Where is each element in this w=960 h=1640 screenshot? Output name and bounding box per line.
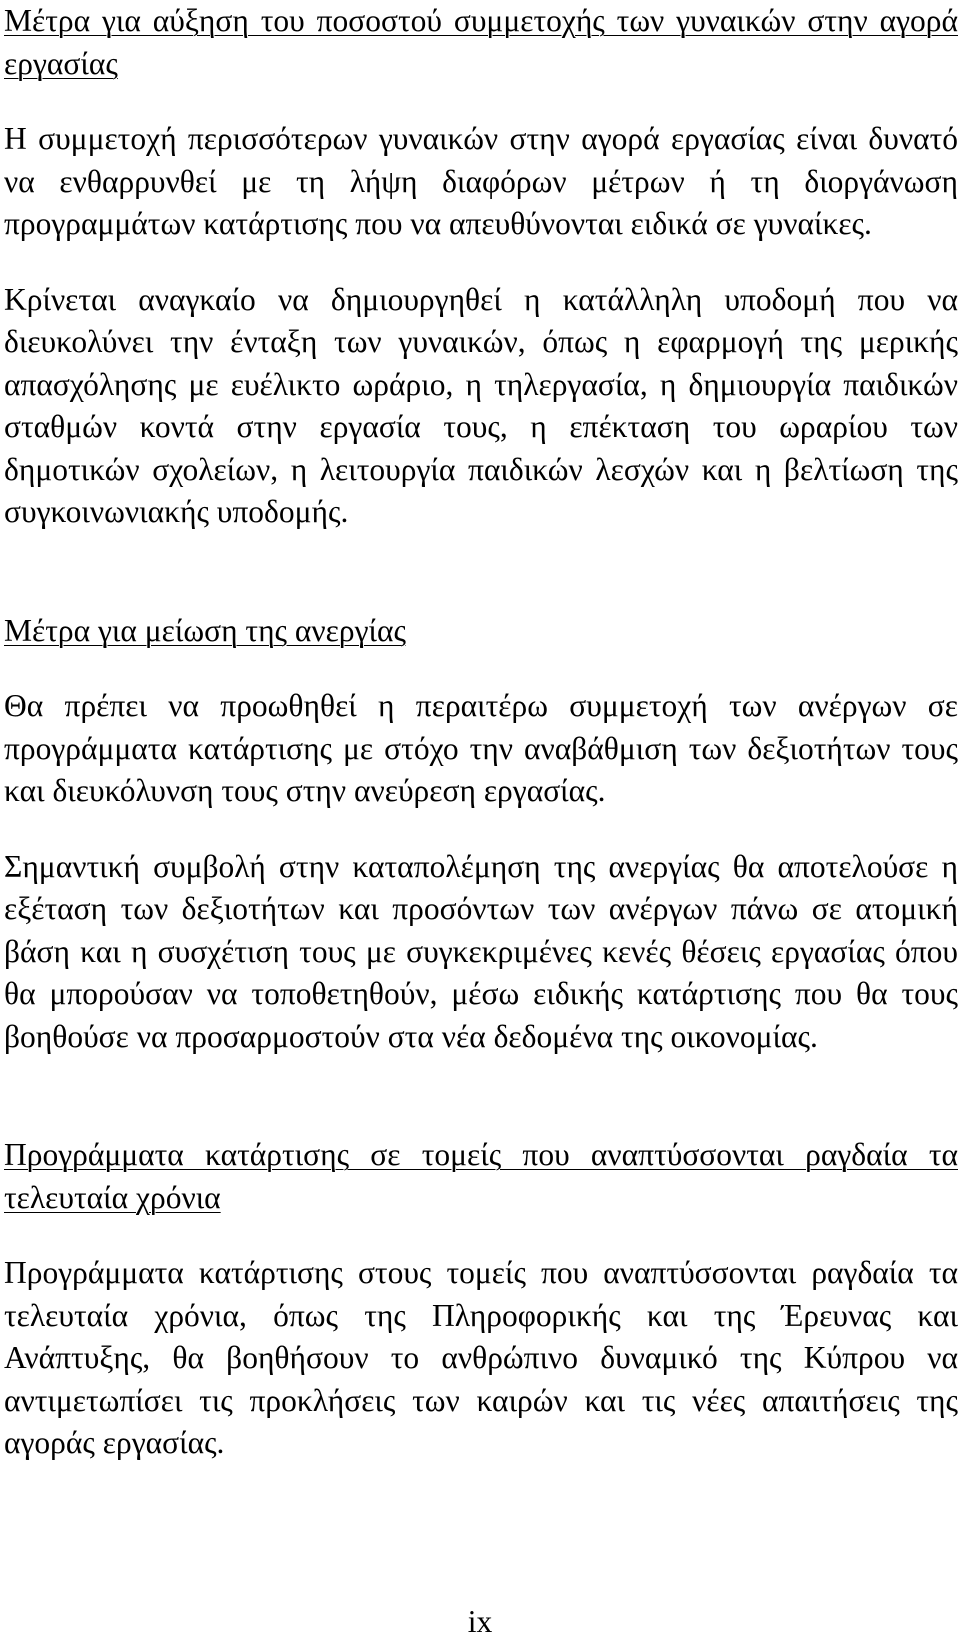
document-page xyxy=(4,0,958,1465)
page-number: ix xyxy=(467,1604,493,1639)
section-heading-women-participation: Μέτρα για αύξηση του ποσοστού συμμετοχής των γυναικών στην αγορά εργασίας xyxy=(4,3,958,81)
section-heading-training-programs: Προγράμματα κατάρτισης σε τομείς που αναπτύσσονται ραγδαία τα τελευταία χρόνια xyxy=(4,1137,958,1215)
paragraph: Σημαντική συμβολή στην καταπολέμηση της ανεργίας θα αποτελούσε η εξέταση των δεξιοτήτων και προσόντων των ανέργων πάνω σε ατομική βάση και η συσχέτιση τους με συγκεκριμένες κενές θέσεις εργασίας όπου θα μπορούσαν να τοποθετηθούν, μέσω ειδικής κατάρτισης που θα τους βοηθούσε να προσαρμοστούν στα νέα δεδομένα της οικονομίας. xyxy=(4,848,958,1054)
spacer xyxy=(4,652,958,685)
paragraph: Κρίνεται αναγκαίο να δημιουργηθεί η κατάλληλη υποδομή που να διευκολύνει την ένταξη των γυναικών, όπως η εφαρμογή της μερικής απασχόλησης με ευέλικτο ωράριο, η τηλεργασία, η δημιουργία παιδικών σταθμών κοντά στην εργασία τους, η επέκταση του ωραρίου των δημοτικών σχολείων, η λειτουργία παιδικών λεσχών και η βελτίωση της συγκοινωνιακής υποδομής. xyxy=(4,281,958,529)
section-heading-unemployment: Μέτρα για μείωση της ανεργίας xyxy=(4,612,406,648)
spacer xyxy=(4,813,958,846)
paragraph: Προγράμματα κατάρτισης στους τομείς που αναπτύσσονται ραγδαία τα τελευταία χρόνια, όπως της Πληροφορικής και της Έρευνας και Ανάπτυξης, θα βοηθήσουν το ανθρώπινο δυναμικό της Κύπρου να αντιμετωπίσει τις προκλήσεις των καιρών και τις νέες απαιτήσεις της αγοράς εργασίας. xyxy=(4,1255,958,1460)
spacer xyxy=(4,1219,958,1252)
spacer xyxy=(4,85,958,118)
paragraph: Η συμμετοχή περισσότερων γυναικών στην αγορά εργασίας είναι δυνατό να ενθαρρυνθεί με τη λήψη διαφόρων μέτρων ή τη διοργάνωση προγραμμάτων κατάρτισης που να απευθύνονται ειδικά σε γυναίκες. xyxy=(4,121,958,241)
spacer xyxy=(4,246,958,279)
paragraph: Θα πρέπει να προωθηθεί η περαιτέρω συμμετοχή των ανέργων σε προγράμματα κατάρτισης με στόχο την αναβάθμιση των δεξιοτήτων τους και διευκόλυνση τους στην ανεύρεση εργασίας. xyxy=(4,688,958,808)
spacer xyxy=(4,1058,958,1134)
spacer xyxy=(4,534,958,610)
